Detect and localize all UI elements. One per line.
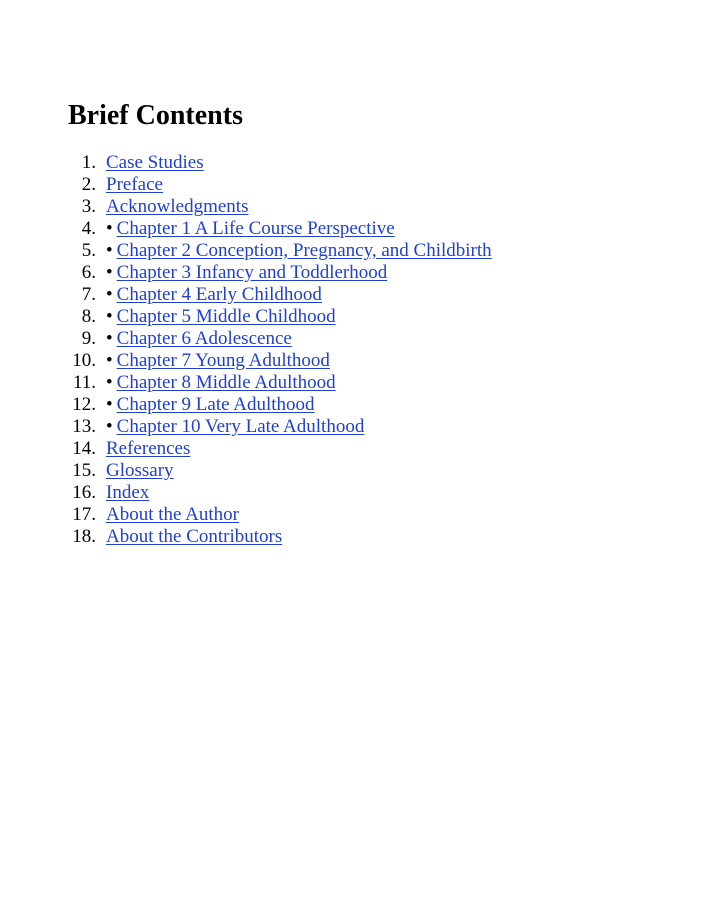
toc-item-entry bbox=[106, 218, 395, 240]
toc-link[interactable]: Chapter 1 A Life Course Perspective bbox=[116, 218, 395, 239]
toc-link[interactable]: Chapter 5 Middle Childhood bbox=[116, 306, 336, 327]
bullet-icon: • bbox=[106, 416, 113, 437]
bullet-icon: • bbox=[106, 328, 113, 349]
bullet-icon: • bbox=[106, 306, 113, 327]
toc-item-number: 9. bbox=[81, 328, 96, 349]
toc-item-number: 14. bbox=[72, 438, 96, 459]
toc-link[interactable]: Index bbox=[106, 482, 150, 503]
toc-item-number: 2. bbox=[81, 174, 96, 195]
toc-item-number: 5. bbox=[81, 240, 96, 261]
toc-item-number: 6. bbox=[81, 262, 96, 283]
toc-item-entry bbox=[106, 394, 315, 416]
toc-item-entry bbox=[106, 460, 174, 482]
toc-item-number: 17. bbox=[72, 504, 96, 525]
toc-item-number: 12. bbox=[72, 394, 96, 415]
bullet-icon: • bbox=[106, 284, 113, 305]
toc-link[interactable]: Chapter 8 Middle Adulthood bbox=[116, 372, 336, 393]
toc-item-number: 4. bbox=[81, 218, 96, 239]
toc-item-entry bbox=[106, 284, 322, 306]
toc-item-number: 16. bbox=[72, 482, 96, 503]
toc-item-entry bbox=[106, 262, 387, 284]
toc-item-entry bbox=[106, 526, 282, 548]
toc-link[interactable]: Chapter 6 Adolescence bbox=[116, 328, 292, 349]
bullet-icon: • bbox=[106, 350, 113, 371]
toc-item-entry bbox=[106, 328, 292, 350]
toc-item-entry bbox=[106, 416, 364, 438]
toc-item-entry bbox=[106, 240, 492, 262]
toc-item-entry bbox=[106, 306, 336, 328]
toc-link[interactable]: Chapter 7 Young Adulthood bbox=[116, 350, 330, 371]
toc-item-number: 13. bbox=[72, 416, 96, 437]
toc-link[interactable]: About the Author bbox=[106, 504, 239, 525]
toc-item-number: 11. bbox=[72, 372, 96, 393]
toc-item-entry bbox=[106, 504, 239, 526]
toc-link[interactable]: Chapter 3 Infancy and Toddlerhood bbox=[116, 262, 388, 283]
toc-link[interactable]: Chapter 10 Very Late Adulthood bbox=[116, 416, 365, 437]
bullet-icon: • bbox=[106, 394, 113, 415]
toc-link[interactable]: References bbox=[106, 438, 191, 459]
toc-item-entry bbox=[106, 174, 163, 196]
toc-item-number: 1. bbox=[81, 152, 96, 173]
toc-item-entry bbox=[106, 350, 330, 372]
toc-item-number: 15. bbox=[72, 460, 96, 481]
toc-link[interactable]: Acknowledgments bbox=[106, 196, 249, 217]
bullet-icon: • bbox=[106, 218, 113, 239]
toc-link[interactable]: Chapter 9 Late Adulthood bbox=[116, 394, 315, 415]
toc-item-number: 8. bbox=[81, 306, 96, 327]
bullet-icon: • bbox=[106, 240, 113, 261]
page-title: Brief Contents bbox=[68, 100, 243, 131]
toc-link[interactable]: Chapter 4 Early Childhood bbox=[116, 284, 322, 305]
toc-item-entry bbox=[106, 196, 248, 218]
bullet-icon: • bbox=[106, 262, 113, 283]
toc-item-number: 7. bbox=[81, 284, 96, 305]
toc-item-number: 18. bbox=[72, 526, 96, 547]
toc-link[interactable]: Chapter 2 Conception, Pregnancy, and Childbirth bbox=[116, 240, 492, 261]
toc-item-entry bbox=[106, 438, 190, 460]
toc-link[interactable]: Case Studies bbox=[106, 152, 204, 173]
toc-item-entry bbox=[106, 482, 149, 504]
toc-item-number: 10. bbox=[72, 350, 96, 371]
bullet-icon: • bbox=[106, 372, 113, 393]
toc-item-entry bbox=[106, 152, 204, 174]
toc-item-entry bbox=[106, 372, 336, 394]
toc-link[interactable]: Glossary bbox=[106, 460, 174, 481]
toc-link[interactable]: About the Contributors bbox=[106, 526, 283, 547]
toc-item-number: 3. bbox=[81, 196, 96, 217]
toc-link[interactable]: Preface bbox=[106, 174, 163, 195]
